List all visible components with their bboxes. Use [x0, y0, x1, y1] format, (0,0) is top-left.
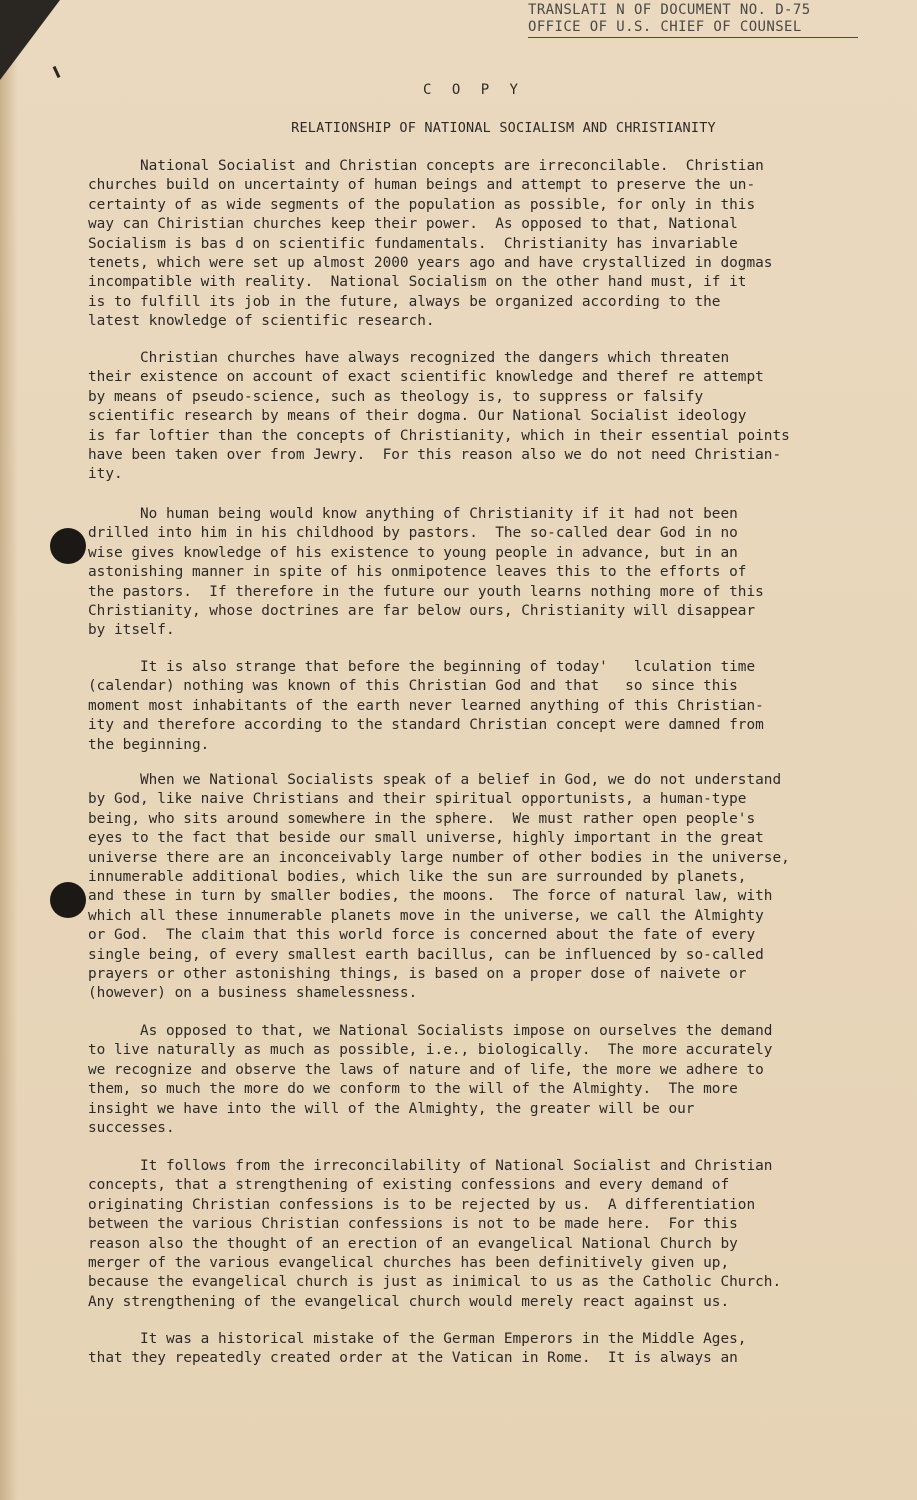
text-line: Any strengthening of the evangelical church would merely react against us.	[88, 1293, 730, 1310]
text-line: eyes to the fact that beside our small universe, highly important in the great	[88, 830, 764, 847]
text-line: Socialism is bas d on scientific fundamentals. Christianity has invariable	[88, 235, 738, 252]
text-line: by God, like naive Christians and their spiritual opportunists, a human-type	[88, 791, 747, 808]
punch-hole-upper	[50, 528, 86, 564]
text-line: universe there are an inconceivably large number of other bodies in the universe,	[88, 849, 790, 866]
text-line: ity and therefore according to the standard Christian concept were damned from	[88, 717, 764, 734]
text-line: incompatible with reality. National Socialism on the other hand must, if it	[88, 274, 747, 291]
text-line: certainty of as wide segments of the population as possible, for only in this	[88, 196, 756, 213]
paragraph-5	[88, 771, 878, 1004]
text-line: latest knowledge of scientific research.	[88, 313, 435, 330]
text-line: scientific research by means of their dogma. Our National Socialist ideology	[88, 408, 747, 425]
folded-corner	[0, 0, 60, 80]
text-line: which all these innumerable planets move in the universe, we call the Almighty	[88, 907, 764, 924]
text-line: between the various Christian confessions is not to be made here. For this	[88, 1216, 738, 1233]
text-line: astonishing manner in spite of his onmipotence leaves this to the efforts of	[88, 564, 747, 581]
document-title: RELATIONSHIP OF NATIONAL SOCIALISM AND CHRISTIANITY	[291, 120, 716, 136]
text-line: wise gives knowledge of his existence to young people in advance, but in an	[88, 544, 738, 561]
text-line: drilled into him in his childhood by pastors. The so-called dear God in no	[88, 525, 738, 542]
text-line: Christian churches have always recognized the dangers which threaten	[88, 350, 730, 366]
text-line: is far loftier than the concepts of Christianity, which in their essential points	[88, 427, 790, 444]
text-line: because the evangelical church is just as inimical to us as the Catholic Church.	[88, 1274, 782, 1291]
text-line: moment most inhabitants of the earth never learned anything of this Christian-	[88, 697, 764, 714]
paragraph-2	[88, 349, 878, 485]
text-line: It was a historical mistake of the German Emperors in the Middle Ages,	[88, 1331, 747, 1347]
text-line: or God. The claim that this world force is concerned about the fate of every	[88, 927, 756, 944]
text-line: reason also the thought of an erection of an evangelical National Church by	[88, 1235, 738, 1252]
text-line: being, who sits around somewhere in the sphere. We must rather open people's	[88, 810, 756, 827]
text-line: originating Christian confessions is to be rejected by us. A differentiation	[88, 1196, 756, 1213]
text-line: merger of the various evangelical churches has been definitively given up,	[88, 1255, 730, 1272]
text-line: (however) on a business shamelessness.	[88, 985, 418, 1002]
text-line: ity.	[88, 466, 123, 483]
text-line: that they repeatedly created order at the Vatican in Rome. It is always an	[88, 1350, 738, 1367]
punch-hole-lower	[50, 882, 86, 918]
paragraph-8	[88, 1330, 878, 1369]
text-line: concepts, that a strengthening of existing confessions and every demand of	[88, 1177, 730, 1194]
pencil-mark	[53, 66, 61, 78]
text-line: we recognize and observe the laws of nature and of life, the more we adhere to	[88, 1061, 764, 1078]
paragraph-6	[88, 1022, 878, 1138]
text-line: successes.	[88, 1120, 175, 1137]
text-line: and these in turn by smaller bodies, the moons. The force of natural law, with	[88, 888, 773, 905]
paragraph-4	[88, 658, 878, 755]
page-edge-shadow	[0, 0, 18, 1500]
text-line: (calendar) nothing was known of this Christian God and that so since this	[88, 678, 738, 695]
text-line: have been taken over from Jewry. For this reason also we do not need Christian-	[88, 447, 782, 464]
paragraph-1	[88, 157, 878, 332]
text-line: No human being would know anything of Christianity if it had not been	[88, 506, 738, 522]
header-translation-line: TRANSLATI N OF DOCUMENT NO. D-75	[528, 2, 811, 18]
text-line: tenets, which were set up almost 2000 years ago and have crystallized in dogmas	[88, 255, 773, 272]
text-line: churches build on uncertainty of human beings and attempt to preserve the un-	[88, 177, 756, 194]
text-line: As opposed to that, we National Socialists impose on ourselves the demand	[88, 1023, 773, 1039]
text-line: It follows from the irreconcilability of National Socialist and Christian	[88, 1158, 773, 1174]
text-line: by itself.	[88, 622, 175, 639]
text-line: the beginning.	[88, 736, 210, 753]
header-office-line: OFFICE OF U.S. CHIEF OF COUNSEL	[528, 19, 858, 38]
copy-label: C O P Y	[422, 82, 524, 98]
text-line: innumerable additional bodies, which like the sun are surrounded by planets,	[88, 869, 747, 886]
paragraph-7	[88, 1157, 878, 1312]
text-line: National Socialist and Christian concepts are irreconcilable. Christian	[88, 158, 764, 174]
text-line: by means of pseudo-science, such as theology is, to suppress or falsify	[88, 388, 704, 405]
text-line: to live naturally as much as possible, i.e., biologically. The more accurately	[88, 1042, 773, 1059]
text-line: Christianity, whose doctrines are far below ours, Christianity will disappear	[88, 603, 756, 620]
text-line: prayers or other astonishing things, is based on a proper dose of naivete or	[88, 966, 747, 983]
text-line: When we National Socialists speak of a belief in God, we do not understand	[88, 772, 782, 788]
text-line: way can Chiristian churches keep their power. As opposed to that, National	[88, 216, 738, 233]
document-header	[528, 2, 858, 38]
text-line: them, so much the more do we conform to the will of the Almighty. The more	[88, 1081, 738, 1098]
text-line: their existence on account of exact scientific knowledge and theref re attempt	[88, 369, 764, 386]
text-line: insight we have into the will of the Almighty, the greater will be our	[88, 1100, 695, 1117]
text-line: single being, of every smallest earth bacillus, can be influenced by so-called	[88, 946, 764, 963]
text-line: is to fulfill its job in the future, always be organized according to the	[88, 293, 721, 310]
text-line: It is also strange that before the beginning of today' lculation time	[88, 659, 756, 675]
text-line: the pastors. If therefore in the future our youth learns nothing more of this	[88, 583, 764, 600]
paragraph-3	[88, 505, 878, 641]
